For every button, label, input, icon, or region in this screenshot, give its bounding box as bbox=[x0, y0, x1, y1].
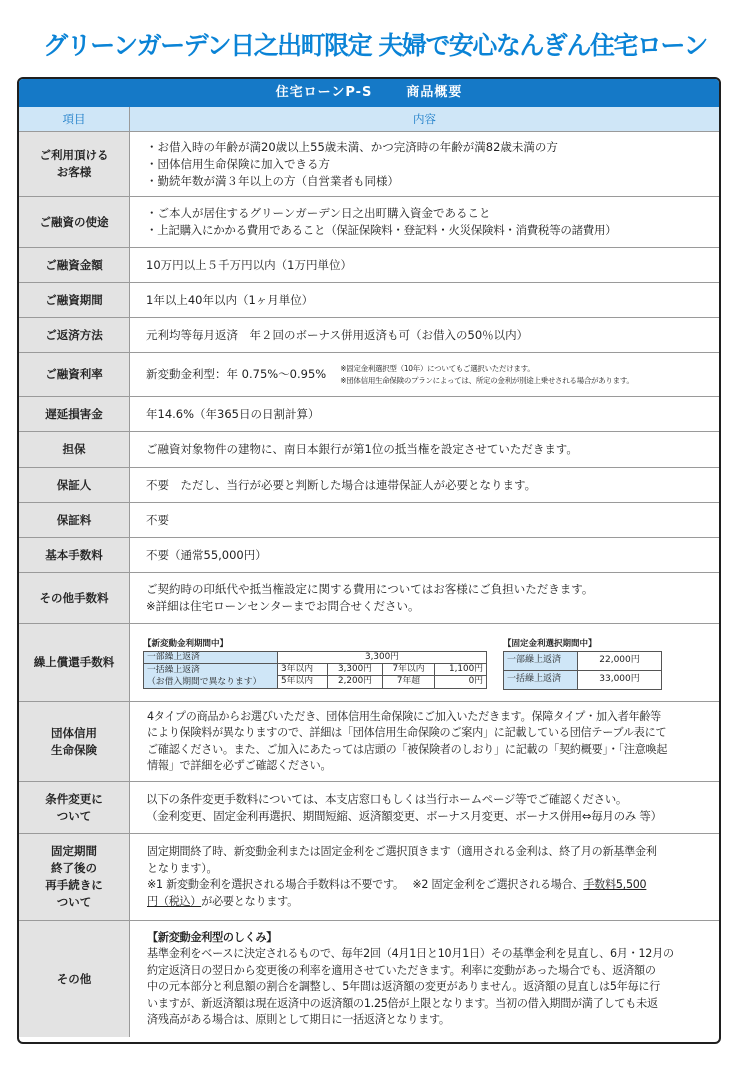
table-row bbox=[19, 920, 719, 1037]
text-line: ※詳細は住宅ローンセンターまでお問合せください。 bbox=[146, 599, 420, 613]
text-line: 済残高がある場合は、原則として期日に一括返済となります。 bbox=[147, 1013, 450, 1026]
row-label-period: ご融資期間 bbox=[19, 283, 130, 317]
text-line: 以下の条件変更手数料については、本支店窓口もしくは当行ホームページ等でご確認ください。 bbox=[146, 791, 628, 806]
page-title: グリーンガーデン日之出町限定 夫婦で安心なんぎん住宅ローン bbox=[43, 31, 707, 60]
table-row bbox=[19, 196, 719, 247]
text-line: 情報」で詳細を必ずご確認ください。 bbox=[147, 759, 332, 772]
tier-term: 7年超 bbox=[383, 676, 435, 689]
row-value-late-fee bbox=[130, 397, 719, 431]
partial-prepay-label: 一部繰上返済 bbox=[144, 651, 278, 663]
row-value-customers bbox=[130, 132, 719, 196]
row-label-base-fee: 基本手数料 bbox=[19, 538, 130, 572]
full-prepay-label bbox=[144, 663, 278, 688]
tier-fee: 3,300円 bbox=[328, 663, 383, 676]
tier-term: 5年以内 bbox=[278, 676, 328, 689]
column-header-content: 内容 bbox=[130, 107, 719, 131]
fixed-partial-label: 一部繰上返済 bbox=[504, 651, 578, 670]
fixed-rate-fee-table bbox=[503, 638, 662, 690]
row-value-base-fee bbox=[130, 538, 719, 572]
row-label-change: 条件変更に ついて bbox=[19, 782, 130, 833]
renewal-fee: 手数料5,500 bbox=[583, 878, 647, 891]
tier-fee: 2,200円 bbox=[328, 676, 383, 689]
text-line: ご確認ください。また、ご加入にあたっては店頭の「被保険者のしおり」に記載の「契約概要」・「注意喚起 bbox=[147, 742, 668, 756]
row-value-others bbox=[130, 921, 719, 1037]
product-summary-table bbox=[17, 77, 721, 1044]
text-line: （金利変更、固定金利再選択、期間短縮、返済額変更、ボーナス月変更、ボーナス併用⇔毎月のみ 等） bbox=[146, 808, 662, 823]
text-line: ご契約時の印紙代や抵当権設定に関する費用についてはお客様にご負担いただきます。 bbox=[146, 582, 594, 596]
fixed-partial-fee: 22,000円 bbox=[578, 651, 662, 670]
product-summary-label: 商品概要 bbox=[406, 85, 463, 100]
text-line: 一括繰上返済 bbox=[147, 664, 200, 675]
table-row bbox=[19, 781, 719, 833]
table-heading bbox=[19, 79, 719, 107]
variable-rate-fee-table bbox=[143, 638, 487, 690]
table-row bbox=[19, 282, 719, 317]
text-line: 不要 bbox=[146, 512, 169, 527]
text-line: ・勤続年数が満３年以上の方（自営業者も同様） bbox=[146, 173, 399, 188]
row-value-collateral bbox=[130, 432, 719, 467]
row-value-repayment bbox=[130, 318, 719, 352]
text-line: 10万円以上５千万円以内（1万円単位） bbox=[146, 257, 352, 272]
tier-term: 3年以内 bbox=[278, 663, 328, 676]
text-line: （お借入期間で異なります） bbox=[147, 676, 262, 687]
row-value-guarantor bbox=[130, 468, 719, 502]
renewal-note: ※1 新変動金利を選択される場合手数料は不要です。 ※2 固定金利をご選択される場合、 bbox=[147, 878, 584, 891]
others-heading: 【新変動金利型のしくみ】 bbox=[147, 930, 278, 944]
text-line: 固定期間終了時、新変動金利または固定金利をご選択頂きます（適用される金利は、終了月の新基準金利 bbox=[147, 845, 657, 858]
table-row bbox=[19, 833, 719, 920]
text-line: 不要 ただし、当行が必要と判断した場合は連帯保証人が必要となります。 bbox=[146, 477, 537, 492]
row-label-amount: ご融資金額 bbox=[19, 248, 130, 282]
text-line bbox=[147, 877, 713, 894]
text-line: ※固定金利選択型（10年）についてもご選択いただけます。 bbox=[340, 363, 535, 373]
text-line: 約定返済日の翌日から変更後の利率を適用させていただきます。利率に変動があった場合でも、返済額の bbox=[147, 963, 656, 977]
row-value-period bbox=[130, 283, 719, 317]
row-value-rate bbox=[130, 353, 719, 396]
row-label-guarantee-fee: 保証料 bbox=[19, 503, 130, 537]
row-label-collateral: 担保 bbox=[19, 432, 130, 467]
row-value-insurance bbox=[130, 702, 719, 781]
text-line: 年14.6%（年365日の日割計算） bbox=[146, 406, 320, 421]
row-value-guarantee-fee bbox=[130, 503, 719, 537]
variable-fee-caption: 【新変動金利期間中】 bbox=[143, 638, 229, 649]
text-line: 中の元本部分と利息額の割合を調整し、5年間は返済額の変更がありません。返済額の見直しは5年毎に行 bbox=[147, 980, 661, 993]
row-value-change bbox=[130, 782, 719, 833]
renewal-fee-tax: 円（税込） bbox=[147, 894, 202, 908]
row-label-other-fees: その他手数料 bbox=[19, 573, 130, 623]
table-row bbox=[19, 396, 719, 431]
partial-prepay-fee: 3,300円 bbox=[278, 651, 487, 663]
row-label-others: その他 bbox=[19, 921, 130, 1037]
row-value-purpose bbox=[130, 197, 719, 247]
table-row bbox=[19, 317, 719, 352]
renewal-note-end: が必要となります。 bbox=[201, 894, 298, 908]
text-line: ・上記購入にかかる費用であること（保証保険料・登記料・火災保険料・消費税等の諸費用） bbox=[146, 223, 617, 237]
row-label-renewal: 固定期間 終了後の 再手続きに ついて bbox=[19, 834, 130, 920]
table-row bbox=[19, 623, 719, 701]
row-label-purpose: ご融資の使途 bbox=[19, 197, 130, 247]
text-line bbox=[147, 894, 713, 911]
column-header-row bbox=[19, 107, 719, 131]
table-row bbox=[19, 467, 719, 502]
text-line: ・お借入時の年齢が満20歳以上55歳未満、かつ完済時の年齢が満82歳未満の方 bbox=[146, 139, 558, 154]
row-label-customers: ご利用頂ける お客様 bbox=[19, 132, 130, 196]
rate-notes bbox=[340, 363, 633, 387]
tier-term: 7年以内 bbox=[383, 663, 435, 676]
row-label-repayment: ご返済方法 bbox=[19, 318, 130, 352]
table-row bbox=[19, 131, 719, 196]
tier-fee: 0円 bbox=[435, 676, 487, 689]
product-name: 住宅ローンP-S bbox=[275, 85, 373, 100]
row-label-rate: ご融資利率 bbox=[19, 353, 130, 396]
text-line: により保険料が異なりますので、詳細は「団体信用生命保険のご案内」に記載している団信テーブル表にて bbox=[147, 726, 667, 739]
text-line: 不要（通常55,000円） bbox=[146, 547, 267, 562]
text-line: ※団体信用生命保険のプランによっては、所定の金利が別途上乗せされる場合があります。 bbox=[340, 375, 634, 385]
fixed-full-label: 一括繰上返済 bbox=[504, 670, 578, 689]
text-line: 元利均等毎月返済 年２回のボーナス併用返済も可（お借入の50％以内） bbox=[146, 327, 529, 342]
table-row bbox=[19, 701, 719, 781]
text-line: ご融資対象物件の建物に、南日本銀行が第1位の抵当権を設定させていただきます。 bbox=[146, 442, 578, 456]
column-header-item: 項目 bbox=[19, 107, 130, 131]
fixed-fee-caption: 【固定金利選択期間中】 bbox=[503, 638, 597, 649]
rate-range: 新変動金利型：年 0.75%～0.95% bbox=[146, 367, 327, 381]
text-line: ・ご本人が居住するグリーンガーデン日之出町購入資金であること bbox=[146, 206, 491, 220]
text-line: となります）。 bbox=[147, 861, 218, 875]
text-line: 1年以上40年以内（1ヶ月単位） bbox=[146, 292, 314, 307]
row-value-renewal bbox=[130, 834, 719, 920]
text-line: 4タイプの商品からお選びいただき、団体信用生命保険にご加入いただきます。保障タイプ・加入者年齢等 bbox=[147, 709, 662, 723]
row-label-late-fee: 遅延損害金 bbox=[19, 397, 130, 431]
row-label-prepayment: 繰上償還手数料 bbox=[19, 624, 130, 701]
tier-fee: 1,100円 bbox=[435, 663, 487, 676]
text-line: いますが、新返済額は現在返済中の返済額の1.25倍が上限となります。当初の借入期間が満了しても未返 bbox=[147, 996, 658, 1010]
table-row bbox=[19, 572, 719, 623]
table-row bbox=[19, 352, 719, 396]
fixed-full-fee: 33,000円 bbox=[578, 670, 662, 689]
table-row bbox=[19, 537, 719, 572]
row-label-guarantor: 保証人 bbox=[19, 468, 130, 502]
table-row bbox=[19, 247, 719, 282]
text-line: 基準金利をベースに決定されるもので、毎年2回（4月1日と10月1日）その基準金利を見直し、6月・12月の bbox=[147, 947, 674, 960]
row-value-amount bbox=[130, 248, 719, 282]
table-row bbox=[19, 502, 719, 537]
table-row bbox=[19, 431, 719, 467]
row-value-prepayment bbox=[130, 624, 719, 701]
row-label-insurance: 団体信用 生命保険 bbox=[19, 702, 130, 781]
row-value-other-fees bbox=[130, 573, 719, 623]
text-line: ・団体信用生命保険に加入できる方 bbox=[146, 156, 330, 171]
